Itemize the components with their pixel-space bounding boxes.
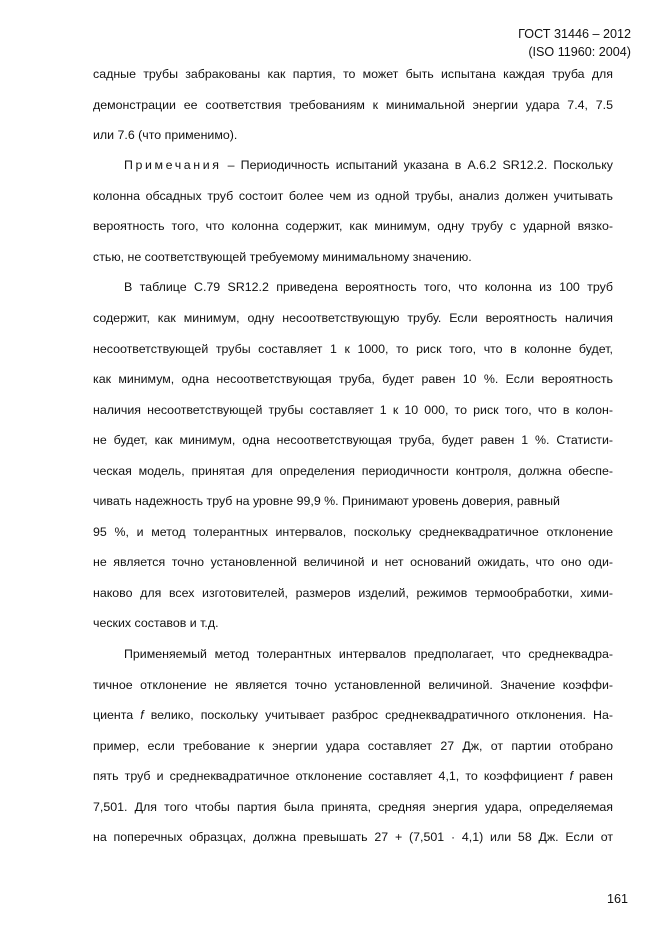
- body-line: 7,501. Для того чтобы партия была принята, средняя энергия удара, определяемая: [93, 800, 613, 814]
- body-line: демонстрации ее соответствия требованиям к минимальной энергии удара 7.4, 7.5: [93, 98, 613, 112]
- text-segment: равен: [572, 769, 614, 783]
- body-line: стью, не соответствующей требуемому минимальному значению.: [93, 250, 472, 264]
- body-line: 95 %, и метод толерантных интервалов, поскольку среднеквадратичное отклонение: [93, 525, 613, 539]
- text-segment: велико, поскольку учитывает разброс среднеквадратичного отклонения. На-: [143, 708, 613, 722]
- note-label: Примечания: [124, 158, 222, 172]
- body-line: ческих составов и т.д.: [93, 616, 219, 630]
- text-segment: пять труб и среднеквадратичное отклонение составляет 4,1, то коэффициент: [93, 769, 570, 783]
- coefficient-symbol: f: [569, 769, 573, 783]
- body-line: [93, 707, 613, 723]
- body-line: Применяемый метод толерантных интервалов предполагает, что среднеквадра-: [124, 647, 613, 661]
- body-line: колонна обсадных труб состоит более чем из одной трубы, анализ должен учитывать: [93, 189, 613, 203]
- body-line: [93, 768, 613, 784]
- body-line: В таблице С.79 SR12.2 приведена вероятность того, что колонна из 100 труб: [124, 280, 613, 294]
- body-line: ческая модель, принятая для определения периодичности контроля, должна обеспе-: [93, 464, 613, 478]
- body-line: несоответствующей трубы составляет 1 к 1000, то риск того, что в колонне будет,: [93, 342, 613, 356]
- body-line: не будет, как минимум, одна несоответствующая труба, будет равен 1 %. Статисти-: [93, 433, 613, 447]
- body-line: пример, если требование к энергии удара составляет 27 Дж, от партии отобрано: [93, 739, 613, 753]
- body-line: садные трубы забракованы как партия, то может быть испытана каждая труба для: [93, 67, 613, 81]
- iso-header: (ISO 11960: 2004): [528, 45, 631, 59]
- body-line: наково для всех изготовителей, размеров изделий, режимов термообработки, хими-: [93, 586, 613, 600]
- body-line: тичное отклонение не является точно установленной величиной. Значение коэффи-: [93, 678, 613, 692]
- body-line: вероятность того, что колонна содержит, как минимум, одну трубу с ударной вязко-: [93, 219, 613, 233]
- body-line: наличия несоответствующей трубы составляет 1 к 10 000, то риск того, что в колон-: [93, 403, 613, 417]
- body-line: содержит, как минимум, одну несоответствующую трубу. Если вероятность наличия: [93, 311, 613, 325]
- body-line: не является точно установленной величиной и нет оснований ожидать, что оно оди-: [93, 555, 613, 569]
- page-number: 161: [606, 892, 628, 906]
- body-line: на поперечных образцах, должна превышать 27 + (7,501 · 4,1) или 58 Дж. Если от: [93, 830, 613, 844]
- body-line: или 7.6 (что применимо).: [93, 128, 238, 142]
- note-text: – Периодичность испытаний указана в А.6.2 SR12.2. Поскольку: [221, 158, 613, 172]
- body-line: как минимум, одна несоответствующая труба, будет равен 10 %. Если вероятность: [93, 372, 613, 386]
- coefficient-symbol: f: [140, 708, 144, 722]
- standard-header: ГОСТ 31446 – 2012: [518, 27, 631, 41]
- text-segment: циента: [93, 708, 141, 722]
- note-line: [124, 157, 613, 173]
- body-line: чивать надежность труб на уровне 99,9 %. Принимают уровень доверия, равный: [93, 494, 560, 508]
